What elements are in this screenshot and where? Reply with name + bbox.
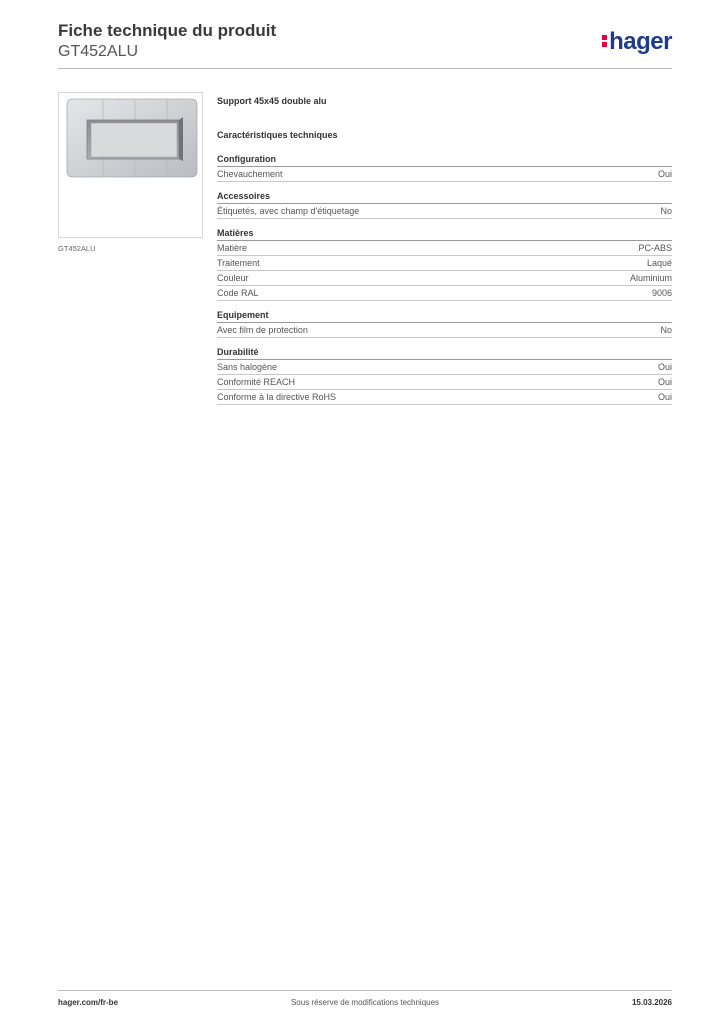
spec-row: [217, 256, 672, 271]
spec-label: Traitement: [217, 258, 260, 268]
spec-label: Conformité REACH: [217, 377, 296, 387]
section-title: Caractéristiques techniques: [217, 130, 338, 140]
spec-group-accessoires: [217, 191, 672, 219]
spec-row: [217, 390, 672, 405]
spec-value: Oui: [657, 362, 672, 372]
footer-website-link[interactable]: hager.com/fr-be: [58, 998, 119, 1007]
spec-row: [217, 271, 672, 286]
spec-value: Oui: [657, 169, 672, 179]
document-header: [58, 20, 672, 62]
spec-label: Sans halogène: [217, 362, 278, 372]
spec-value: PC-ABS: [638, 243, 672, 253]
spec-row: [217, 360, 672, 375]
logo-dots-icon: [602, 33, 608, 49]
spec-label: Code RAL: [217, 288, 259, 298]
spec-label: Avec film de protection: [217, 325, 308, 335]
spec-row: [217, 241, 672, 256]
spec-value: Oui: [657, 392, 672, 402]
footer-disclaimer: Sous réserve de modifications techniques: [290, 998, 440, 1007]
spec-label: Étiquetés, avec champ d'étiquetage: [217, 206, 360, 216]
spec-group-configuration: [217, 154, 672, 182]
group-title: Configuration: [217, 154, 672, 167]
group-title: Matières: [217, 228, 672, 241]
spec-label: Couleur: [217, 273, 249, 283]
spec-group-durabilite: [217, 347, 672, 405]
spec-value: Laqué: [646, 258, 672, 268]
logo-text: hager: [609, 28, 672, 55]
spec-label: Conforme à la directive RoHS: [217, 392, 337, 402]
spec-label: Matière: [217, 243, 248, 253]
spec-row: [217, 375, 672, 390]
hager-logo: [602, 28, 672, 56]
spec-label: Chevauchement: [217, 169, 283, 179]
header-divider: [58, 68, 672, 69]
spec-row: [217, 167, 672, 182]
page-title: Fiche technique du produit: [58, 21, 277, 40]
product-photo-icon: [59, 93, 202, 237]
spec-value: No: [660, 206, 672, 216]
spec-value: No: [660, 325, 672, 335]
footer-divider: [58, 990, 672, 991]
technical-specs: [217, 96, 672, 414]
product-name: Support 45x45 double alu: [217, 96, 327, 106]
spec-group-matieres: [217, 228, 672, 301]
spec-value: 9006: [651, 288, 672, 298]
group-title: Durabilité: [217, 347, 672, 360]
footer-date: 15.03.2026: [631, 998, 672, 1007]
group-title: Equipement: [217, 310, 672, 323]
group-title: Accessoires: [217, 191, 672, 204]
spec-row: [217, 286, 672, 301]
product-image: [58, 92, 203, 238]
spec-group-equipement: [217, 310, 672, 338]
image-caption: GT452ALU: [58, 244, 96, 253]
spec-row: [217, 204, 672, 219]
spec-row: [217, 323, 672, 338]
spec-value: Oui: [657, 377, 672, 387]
product-reference: GT452ALU: [58, 43, 139, 60]
spec-value: Aluminium: [629, 273, 672, 283]
